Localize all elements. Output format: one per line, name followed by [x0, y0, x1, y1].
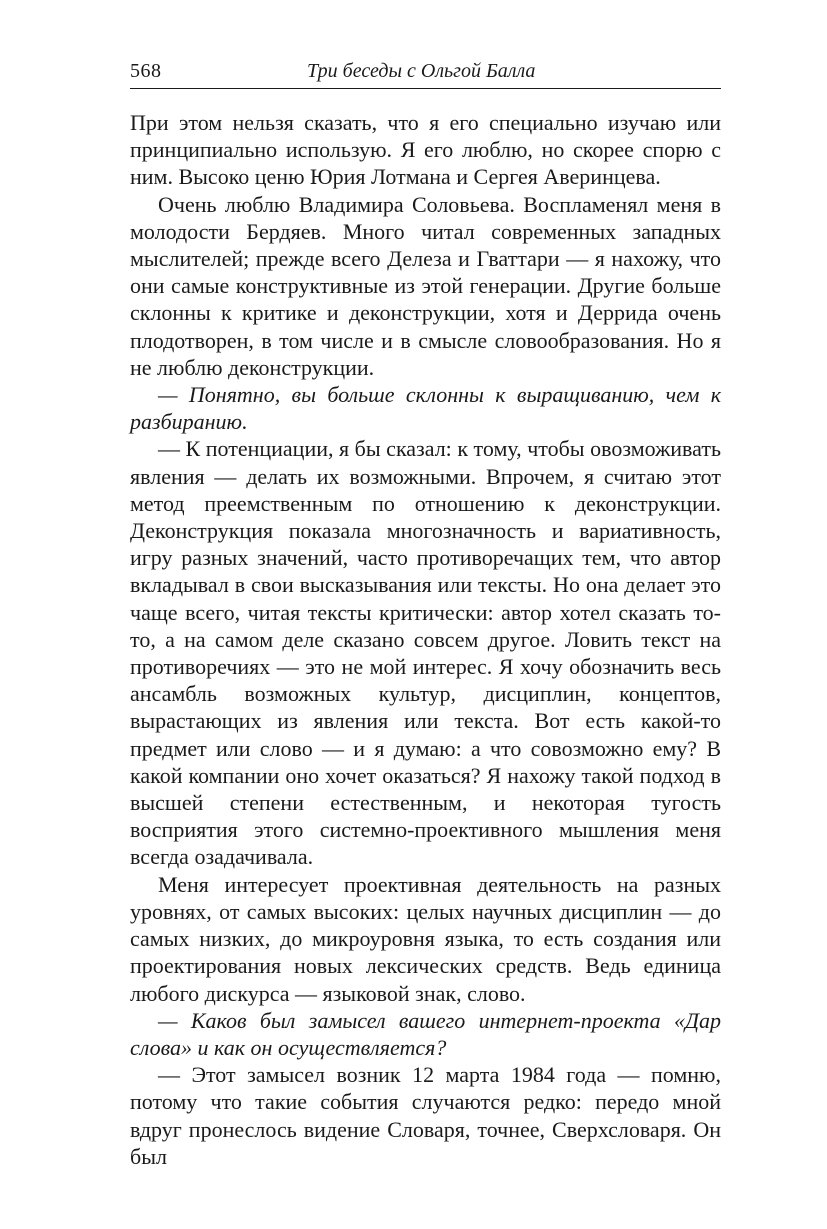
paragraph-question: — Понятно, вы больше склонны к выращиванию, чем к разбиранию.	[130, 382, 721, 435]
running-head	[130, 58, 721, 89]
paragraph-continuation: При этом нельзя сказать, что я его специально изучаю или принципиально использую. Я его люблю, но скорее спорю с ним. Высоко ценю Юрия Лотмана и Сергея Аверинцева.	[130, 110, 721, 190]
paragraph-answer: — Этот замысел возник 12 марта 1984 года — помню, потому что такие события случаются редко: передо мной вдруг пронеслось видение Словаря, точнее, Сверхсловаря. Он был	[130, 1062, 721, 1169]
paragraph-answer: — К потенциации, я бы сказал: к тому, чтобы овозможивать явления — делать их возможными. Впрочем, я считаю этот метод преемственным по отношению к деконструкции. Деконструкция показала многозначность и вариативность, игру разных значений, часто противоречащих тем, что автор вкладывал в свои высказывания или тексты. Но она делает это чаще всего, читая тексты критически: автор хотел сказать то-то, а на самом деле сказано совсем другое. Ловить текст на противоречиях — это не мой интерес. Я хочу обозначить весь ансамбль возможных культур, дисциплин, концептов, вырастающих из явления или текста. Вот есть какой-то предмет или слово — и я думаю: а что совозможно ему? В какой компании оно хочет оказаться? Я нахожу такой подход в высшей степени естественным, и некоторая тугость восприятия этого системно-проективного мышления меня всегда озадачивала.	[130, 436, 721, 870]
paragraph-answer: Меня интересует проективная деятельность на разных уровнях, от самых высоких: целых научных дисциплин — до самых низких, до микроуровня языка, то есть создания или проектирования новых лексических средств. Ведь единица любого дискурса — языковой знак, слово.	[130, 871, 721, 1006]
body-text	[130, 109, 721, 1170]
book-page	[130, 58, 721, 1170]
paragraph-question: — Каков был замысел вашего интернет-проекта «Дар слова» и как он осуществляется?	[130, 1007, 721, 1060]
running-title: Три беседы с Ольгой Балла	[307, 60, 536, 82]
page-number: 568	[130, 60, 162, 82]
paragraph-answer: Очень люблю Владимира Соловьева. Воспламенял меня в молодости Бердяев. Много читал современных западных мыслителей; прежде всего Делеза и Гваттари — я нахожу, что они самые конструктивные из этой генерации. Другие больше склонны к критике и деконструкции, хотя и Деррида очень плодотворен, в том числе и в смысле словообразования. Но я не люблю деконструкции.	[130, 191, 721, 380]
